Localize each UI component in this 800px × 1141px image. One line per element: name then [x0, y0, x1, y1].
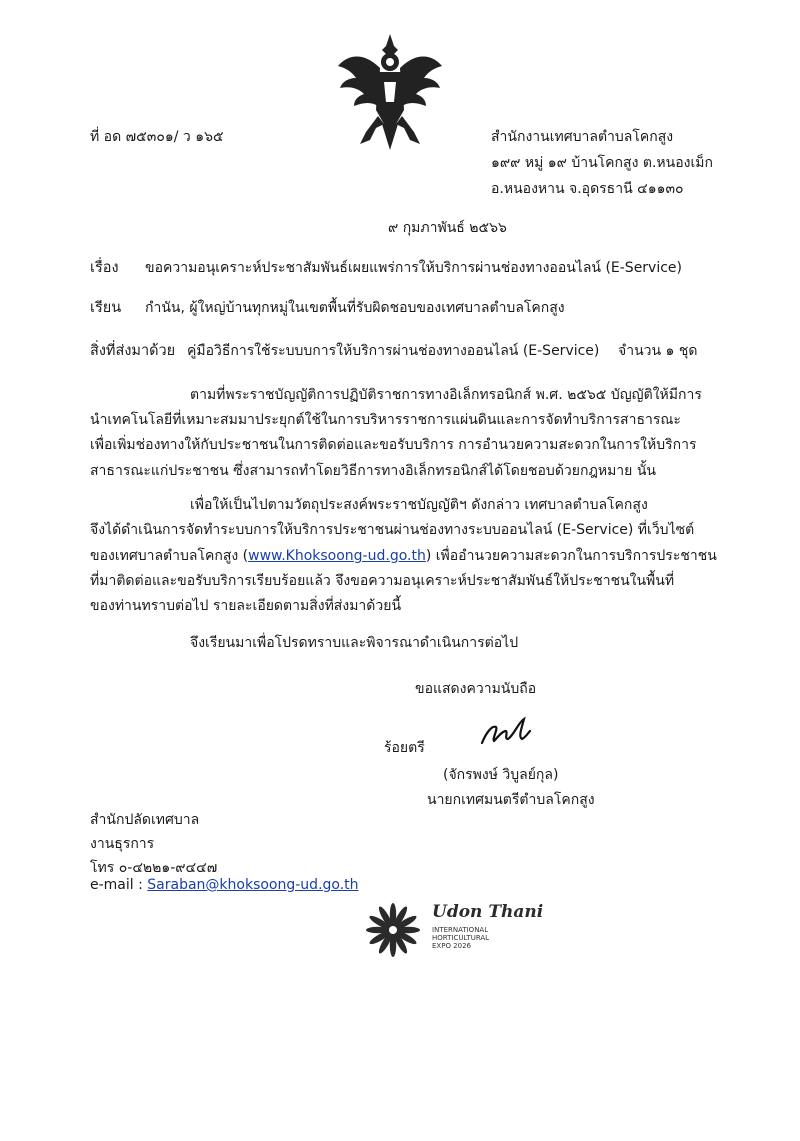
body-p1-line1: ตามที่พระราชบัญญัติการปฏิบัติราชการทางอิเล็กทรอนิกส์ พ.ศ. ๒๕๖๕ บัญญัติให้มีการ — [190, 387, 702, 403]
body-p2-line1: เพื่อให้เป็นไปตามวัตถุประสงค์พระราชบัญญัติฯ ดังกล่าว เทศบาลตำบลโคกสูง — [190, 497, 648, 513]
expo-line2: HORTICULTURAL — [432, 934, 490, 942]
body-p2-line2: จึงได้ดำเนินการจัดทำระบบการให้บริการประชาชนผ่านช่องทางระบบออนไลน์ (E-Service) ที่เว็บไซต์ — [90, 522, 695, 538]
body-p2-line3 — [90, 546, 717, 566]
office-address-line2: อ.หนองหาน จ.อุดรธานี ๔๑๑๓๐ — [491, 181, 684, 197]
footer-email-link[interactable]: Saraban@khoksoong-ud.go.th — [147, 877, 359, 893]
signer-rank: ร้อยตรี — [384, 740, 425, 756]
body-p1-line2: นำเทคโนโลยีที่เหมาะสมมาประยุกต์ใช้ในการบริหารราชการแผ่นดินและการจัดทำบริการสาธารณะ — [90, 412, 681, 428]
footer-department: สำนักปลัดเทศบาล — [90, 812, 200, 828]
website-link[interactable]: www.Khoksoong-ud.go.th — [248, 548, 426, 564]
body-p2-line4: ที่มาติดต่อและขอรับบริการเรียบร้อยแล้ว จึงขอความอนุเคราะห์ประชาสัมพันธ์ให้ประชาชนในพื้นที่ — [90, 573, 675, 589]
expo-script-text: Udon Thani — [432, 902, 544, 922]
signer-name: (จักรพงษ์ วิบูลย์กุล) — [443, 767, 559, 783]
footer-email-label: e-mail : — [90, 877, 148, 893]
attachment-text: คู่มือวิธีการใช้ระบบบการให้บริการผ่านช่องทางออนไลน์ (E-Service) — [187, 343, 600, 359]
subject-label: เรื่อง — [90, 260, 119, 276]
body-p2-line3-prefix: ของเทศบาลตำบลโคกสูง ( — [90, 548, 249, 564]
office-address-line1: ๑๙๙ หมู่ ๑๙ บ้านโคกสูง ต.หนองเม็ก — [491, 155, 713, 171]
reference-number: ที่ อด ๗๕๓๐๑/ ว ๑๖๕ — [90, 129, 224, 145]
closing-salutation: ขอแสดงความนับถือ — [415, 681, 537, 697]
body-p2-line5: ของท่านทราบต่อไป รายละเอียดตามสิ่งที่ส่งมาด้วยนี้ — [90, 598, 402, 614]
expo-line1: INTERNATIONAL — [432, 926, 489, 934]
body-p1-line4: สาธารณะแก่ประชาชน ซึ่งสามารถทำโดยวิธีการทางอิเล็กทรอนิกส์ได้โดยชอบด้วยกฎหมาย นั้น — [90, 463, 656, 479]
body-p2-line3-suffix: ) เพื่ออำนวยความสะดวกในการบริการประชาชน — [425, 548, 717, 564]
recipient-label: เรียน — [90, 300, 122, 316]
subject-text: ขอความอนุเคราะห์ประชาสัมพันธ์เผยแพร่การให้บริการผ่านช่องทางออนไลน์ (E-Service) — [145, 260, 683, 276]
letter-date: ๙ กุมภาพันธ์ ๒๕๖๖ — [388, 220, 507, 236]
body-p1-line3: เพื่อเพิ่มช่องทางให้กับประชาชนในการติดต่อและขอรับบริการ การอำนวยความสะดวกในการให้บริการ — [90, 437, 697, 453]
flower-logo-icon — [362, 902, 424, 960]
attachment-quantity: จำนวน ๑ ชุด — [618, 343, 698, 359]
udon-thani-expo-logo — [362, 898, 544, 962]
closing-request: จึงเรียนมาเพื่อโปรดทราบและพิจารณาดำเนินการต่อไป — [190, 635, 519, 651]
footer-section: งานธุรการ — [90, 836, 155, 852]
footer-phone: โทร ๐-๔๒๒๑-๙๔๔๗ — [90, 860, 218, 876]
office-name: สำนักงานเทศบาลตำบลโคกสูง — [491, 129, 674, 145]
footer-email-line — [90, 875, 359, 895]
garuda-emblem-icon — [334, 32, 446, 152]
expo-line3: EXPO 2026 — [432, 942, 471, 950]
signer-position: นายกเทศมนตรีตำบลโคกสูง — [427, 792, 595, 808]
attachment-label: สิ่งที่ส่งมาด้วย — [90, 343, 176, 359]
handwritten-signature-icon — [478, 715, 534, 749]
recipient-text: กำนัน, ผู้ใหญ่บ้านทุกหมู่ในเขตพื้นที่รับผิดชอบของเทศบาลตำบลโคกสูง — [145, 300, 565, 316]
